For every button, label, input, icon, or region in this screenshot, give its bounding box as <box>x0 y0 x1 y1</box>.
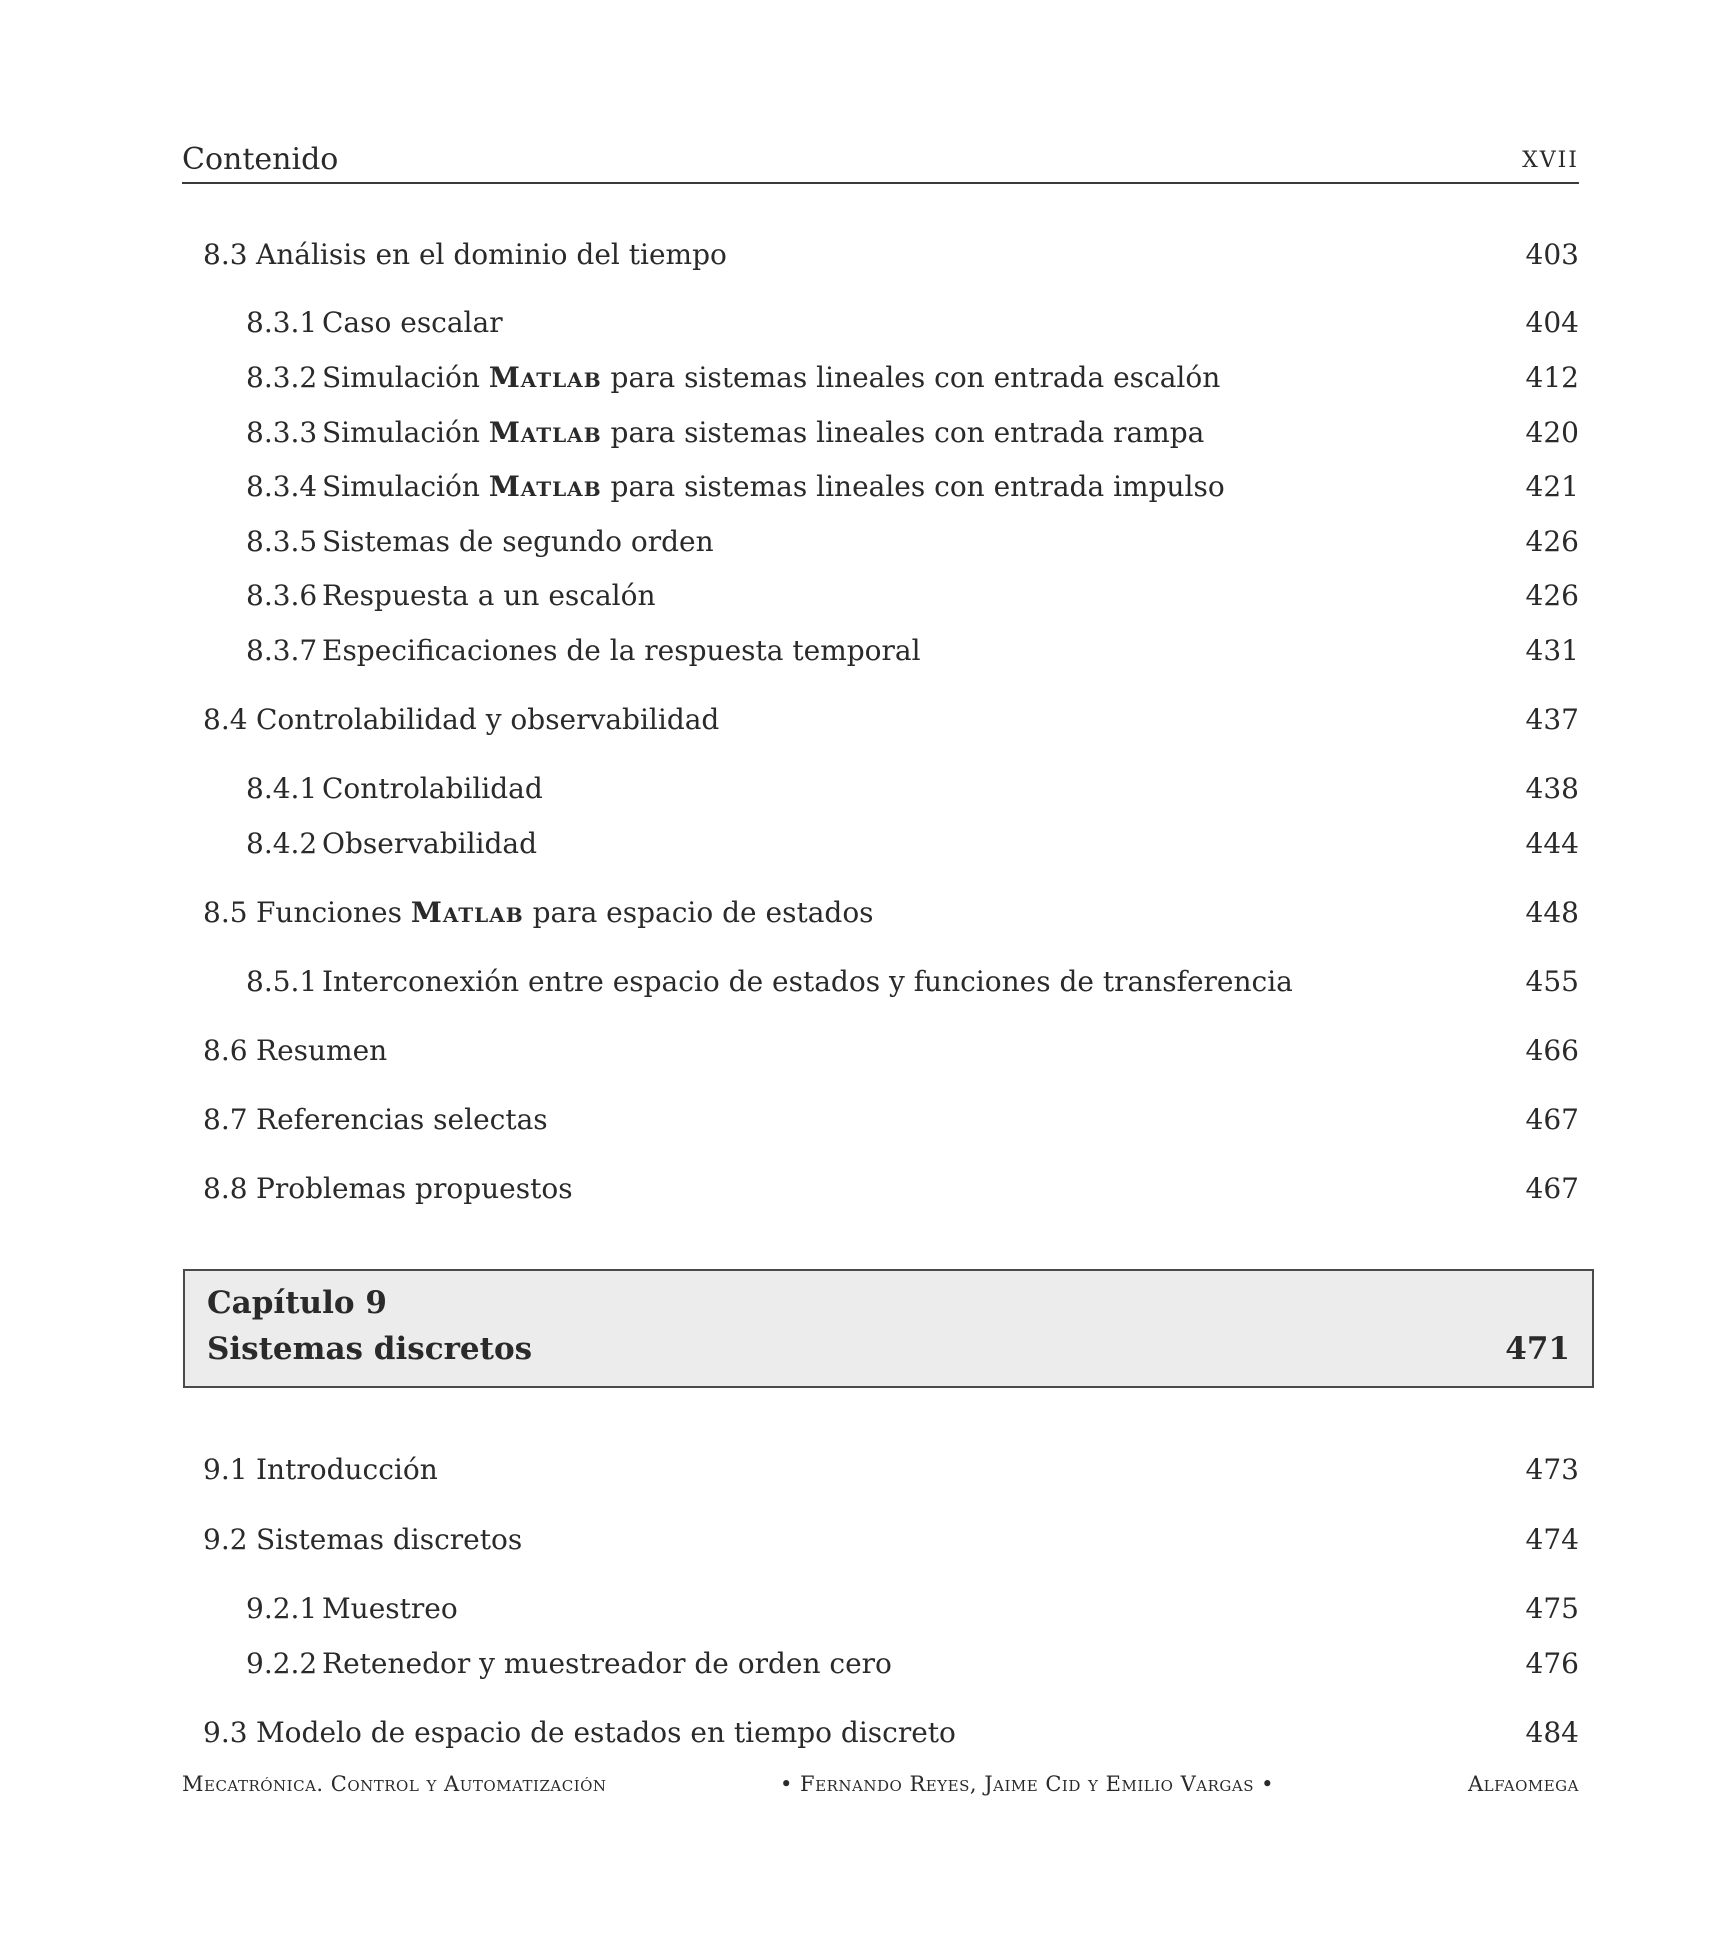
toc-entry-9-1[interactable] <box>0 1453 1709 1493</box>
entry-number: 8.4 <box>203 703 248 736</box>
entry-title: Análisis en el dominio del tiempo <box>256 238 727 271</box>
chapter-label: Capítulo 9 <box>207 1285 387 1321</box>
entry-title: Funciones Matlab para espacio de estados <box>256 896 874 929</box>
entry-title: Modelo de espacio de estados en tiempo discreto <box>256 1716 956 1749</box>
entry-title: Simulación Matlab para sistemas lineales con entrada escalón <box>322 361 1221 394</box>
entry-number: 8.3.1 <box>246 306 318 339</box>
toc-entry-9-3[interactable] <box>0 1716 1709 1756</box>
entry-number: 9.2.2 <box>246 1647 318 1680</box>
entry-number: 8.3 <box>203 238 248 271</box>
toc-entry-8-3-6[interactable] <box>0 579 1709 619</box>
toc-entry-8-6[interactable] <box>0 1034 1709 1074</box>
entry-number: 8.3.4 <box>246 470 318 503</box>
entry-page: 421 <box>1525 470 1579 503</box>
entry-page: 448 <box>1525 896 1579 929</box>
entry-number: 8.3.5 <box>246 525 318 558</box>
matlab-smallcaps: Matlab <box>488 470 602 503</box>
entry-page: 444 <box>1525 827 1579 860</box>
toc-entry-8-5-1[interactable] <box>0 965 1709 1005</box>
entry-number: 8.7 <box>203 1103 248 1136</box>
entry-number: 8.6 <box>203 1034 248 1067</box>
entry-page: 467 <box>1525 1103 1579 1136</box>
toc-entry-8-4-2[interactable] <box>0 827 1709 867</box>
entry-page: 438 <box>1525 772 1579 805</box>
toc-entry-8-3[interactable] <box>0 238 1709 278</box>
entry-page: 466 <box>1525 1034 1579 1067</box>
entry-page: 455 <box>1525 965 1579 998</box>
toc-entry-8-8[interactable] <box>0 1172 1709 1212</box>
toc-entry-8-5[interactable] <box>0 896 1709 936</box>
toc-entry-8-4[interactable] <box>0 703 1709 743</box>
entry-page: 484 <box>1525 1716 1579 1749</box>
entry-number: 8.4.2 <box>246 827 318 860</box>
entry-page: 475 <box>1525 1592 1579 1625</box>
entry-page: 412 <box>1525 361 1579 394</box>
entry-page: 474 <box>1525 1523 1579 1556</box>
entry-title: Especificaciones de la respuesta temporal <box>322 634 921 667</box>
entry-page: 426 <box>1525 525 1579 558</box>
entry-number: 8.5 <box>203 896 248 929</box>
toc-entry-8-4-1[interactable] <box>0 772 1709 812</box>
footer-authors: • Fernando Reyes, Jaime Cid y Emilio Vargas • <box>780 1772 1275 1796</box>
chapter-title: Sistemas discretos <box>207 1331 533 1367</box>
matlab-smallcaps: Matlab <box>488 416 602 449</box>
entry-title: Resumen <box>256 1034 388 1067</box>
entry-title: Sistemas de segundo orden <box>322 525 714 558</box>
entry-title: Simulación Matlab para sistemas lineales con entrada impulso <box>322 470 1225 503</box>
entry-title: Observabilidad <box>322 827 538 860</box>
entry-page: 467 <box>1525 1172 1579 1205</box>
footer-book-title: Mecatrónica. Control y Automatización <box>182 1772 607 1796</box>
entry-title: Muestreo <box>322 1592 458 1625</box>
header-page-number: XVII <box>1522 148 1579 173</box>
chapter-heading-box[interactable] <box>183 1269 1594 1388</box>
entry-number: 8.4.1 <box>246 772 318 805</box>
entry-page: 403 <box>1525 238 1579 271</box>
toc-entry-8-3-7[interactable] <box>0 634 1709 674</box>
entry-number: 8.3.3 <box>246 416 318 449</box>
entry-page: 476 <box>1525 1647 1579 1680</box>
entry-page: 420 <box>1525 416 1579 449</box>
entry-page: 431 <box>1525 634 1579 667</box>
toc-entry-8-7[interactable] <box>0 1103 1709 1143</box>
entry-title: Retenedor y muestreador de orden cero <box>322 1647 892 1680</box>
entry-number: 8.5.1 <box>246 965 318 998</box>
entry-number: 9.1 <box>203 1453 248 1486</box>
toc-entry-8-3-2[interactable] <box>0 361 1709 401</box>
entry-page: 426 <box>1525 579 1579 612</box>
entry-number: 9.2 <box>203 1523 248 1556</box>
running-header <box>182 142 1579 184</box>
entry-title: Problemas propuestos <box>256 1172 573 1205</box>
entry-page: 473 <box>1525 1453 1579 1486</box>
toc-entry-9-2-2[interactable] <box>0 1647 1709 1687</box>
toc-entry-9-2-1[interactable] <box>0 1592 1709 1632</box>
entry-page: 437 <box>1525 703 1579 736</box>
header-title: Contenido <box>182 142 339 177</box>
chapter-page: 471 <box>1505 1331 1570 1367</box>
entry-title: Respuesta a un escalón <box>322 579 656 612</box>
toc-entry-9-2[interactable] <box>0 1523 1709 1563</box>
entry-page: 404 <box>1525 306 1579 339</box>
entry-number: 9.3 <box>203 1716 248 1749</box>
toc-entry-8-3-5[interactable] <box>0 525 1709 565</box>
toc-entry-8-3-3[interactable] <box>0 416 1709 456</box>
entry-title: Introducción <box>256 1453 438 1486</box>
entry-number: 8.3.7 <box>246 634 318 667</box>
entry-title: Controlabilidad <box>322 772 543 805</box>
entry-title: Controlabilidad y observabilidad <box>256 703 720 736</box>
matlab-smallcaps: Matlab <box>410 896 524 929</box>
toc-entry-8-3-4[interactable] <box>0 470 1709 510</box>
entry-title: Sistemas discretos <box>256 1523 523 1556</box>
running-footer <box>182 1772 1579 1802</box>
entry-number: 8.3.2 <box>246 361 318 394</box>
toc-entry-8-3-1[interactable] <box>0 306 1709 346</box>
entry-title: Referencias selectas <box>256 1103 548 1136</box>
entry-number: 8.8 <box>203 1172 248 1205</box>
entry-title: Interconexión entre espacio de estados y funciones de transferencia <box>322 965 1293 998</box>
entry-title: Caso escalar <box>322 306 503 339</box>
entry-title: Simulación Matlab para sistemas lineales con entrada rampa <box>322 416 1205 449</box>
entry-number: 8.3.6 <box>246 579 318 612</box>
footer-publisher: Alfaomega <box>1468 1772 1579 1796</box>
entry-number: 9.2.1 <box>246 1592 318 1625</box>
matlab-smallcaps: Matlab <box>488 361 602 394</box>
